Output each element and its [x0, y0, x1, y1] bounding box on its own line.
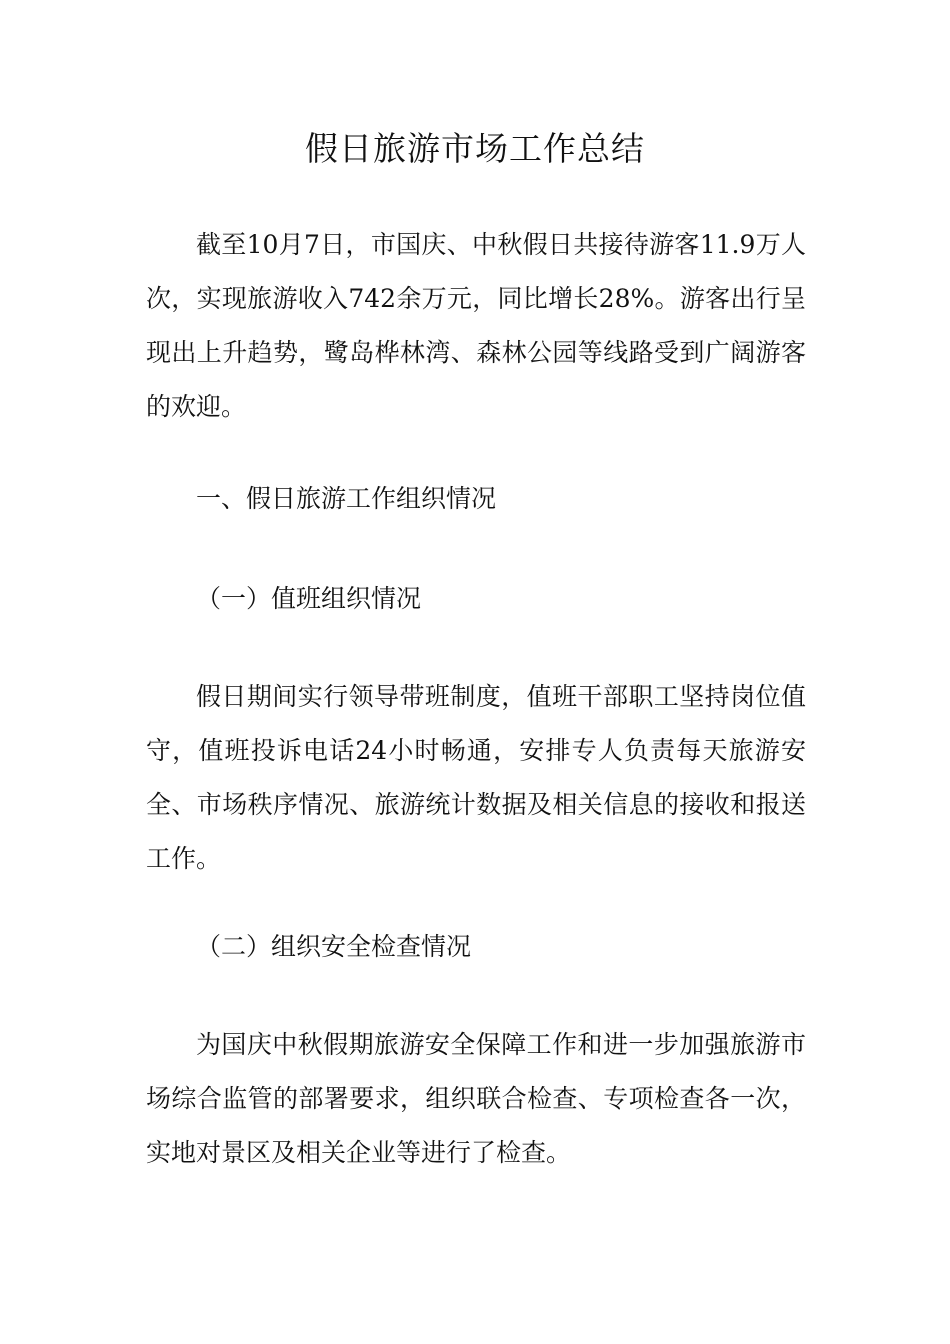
subsection-2-paragraph: 为国庆中秋假期旅游安全保障工作和进一步加强旅游市场综合监管的部署要求，组织联合检查、专项检查各一次，实地对景区及相关企业等进行了检查。	[146, 1030, 806, 1167]
document-title: 假日旅游市场工作总结	[305, 129, 645, 168]
subsection-heading-2: （二）组织安全检查情况	[196, 932, 472, 961]
subsection-1-paragraph: 假日期间实行领导带班制度，值班干部职工坚持岗位值守，值班投诉电话24小时畅通，安排专人负责每天旅游安全、市场秩序情况、旅游统计数据及相关信息的接收和报送工作。	[146, 682, 806, 873]
intro-paragraph: 截至10月7日，市国庆、中秋假日共接待游客11.9万人次，实现旅游收入742余万元，同比增长28%。游客出行呈现出上升趋势，鹭岛桦林湾、森林公园等线路受到广阔游客的欢迎。	[146, 230, 806, 421]
subsection-heading-1: （一）值班组织情况	[196, 584, 422, 613]
section-heading-1: 一、假日旅游工作组织情况	[196, 484, 497, 513]
